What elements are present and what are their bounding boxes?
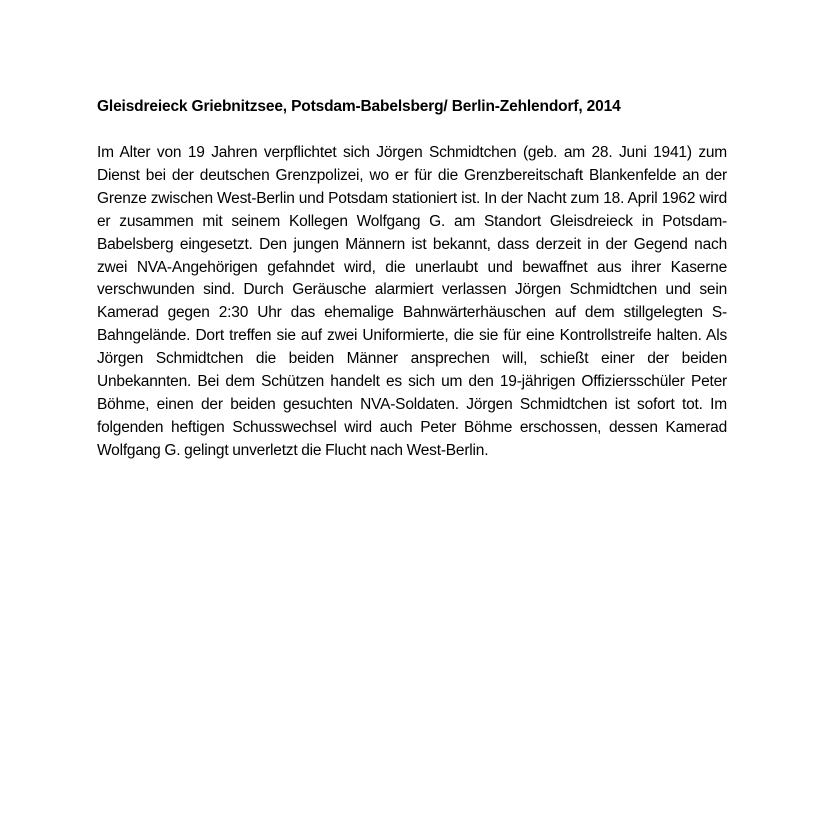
document-body-paragraph: Im Alter von 19 Jahren verpflichtet sich Jörgen Schmidtchen (geb. am 28. Juni 1941) zum Dienst bei der deutschen Grenzpolizei, wo er für die Grenzbereitschaft Blankenfelde an der Grenze zwischen West-Berlin und Potsdam stationiert ist. In der Nacht zum 18. April 1962 wird er zusammen mit seinem Kollegen Wolfgang G. am Standort Gleisdreieck in Potsdam-Babelsberg eingesetzt. Den jungen Männern ist bekannt, dass derzeit in der Gegend nach zwei NVA-Angehörigen gefahndet wird, die unerlaubt und bewaffnet aus ihrer Kaserne verschwunden sind. Durch Geräusche alarmiert verlassen Jörgen Schmidtchen und sein Kamerad gegen 2:30 Uhr das ehemalige Bahnwärterhäuschen auf dem stillgelegten S-Bahngelände. Dort treffen sie auf zwei Uniformierte, die sie für eine Kontrollstreife halten. Als Jörgen Schmidtchen die beiden Männer ansprechen will, schießt einer der beiden Unbekannten. Bei dem Schützen handelt es sich um den 19-jährigen Offiziersschüler Peter Böhme, einen der beiden gesuchten NVA-Soldaten. Jörgen Schmidtchen ist sofort tot. Im folgenden heftigen Schusswechsel wird auch Peter Böhme erschossen, dessen Kamerad Wolfgang G. gelingt unverletzt die Flucht nach West-Berlin. (97, 144, 727, 459)
document-title: Gleisdreieck Griebnitzsee, Potsdam-Babelsberg/ Berlin-Zehlendorf, 2014 (97, 98, 621, 115)
document-content (97, 96, 727, 463)
